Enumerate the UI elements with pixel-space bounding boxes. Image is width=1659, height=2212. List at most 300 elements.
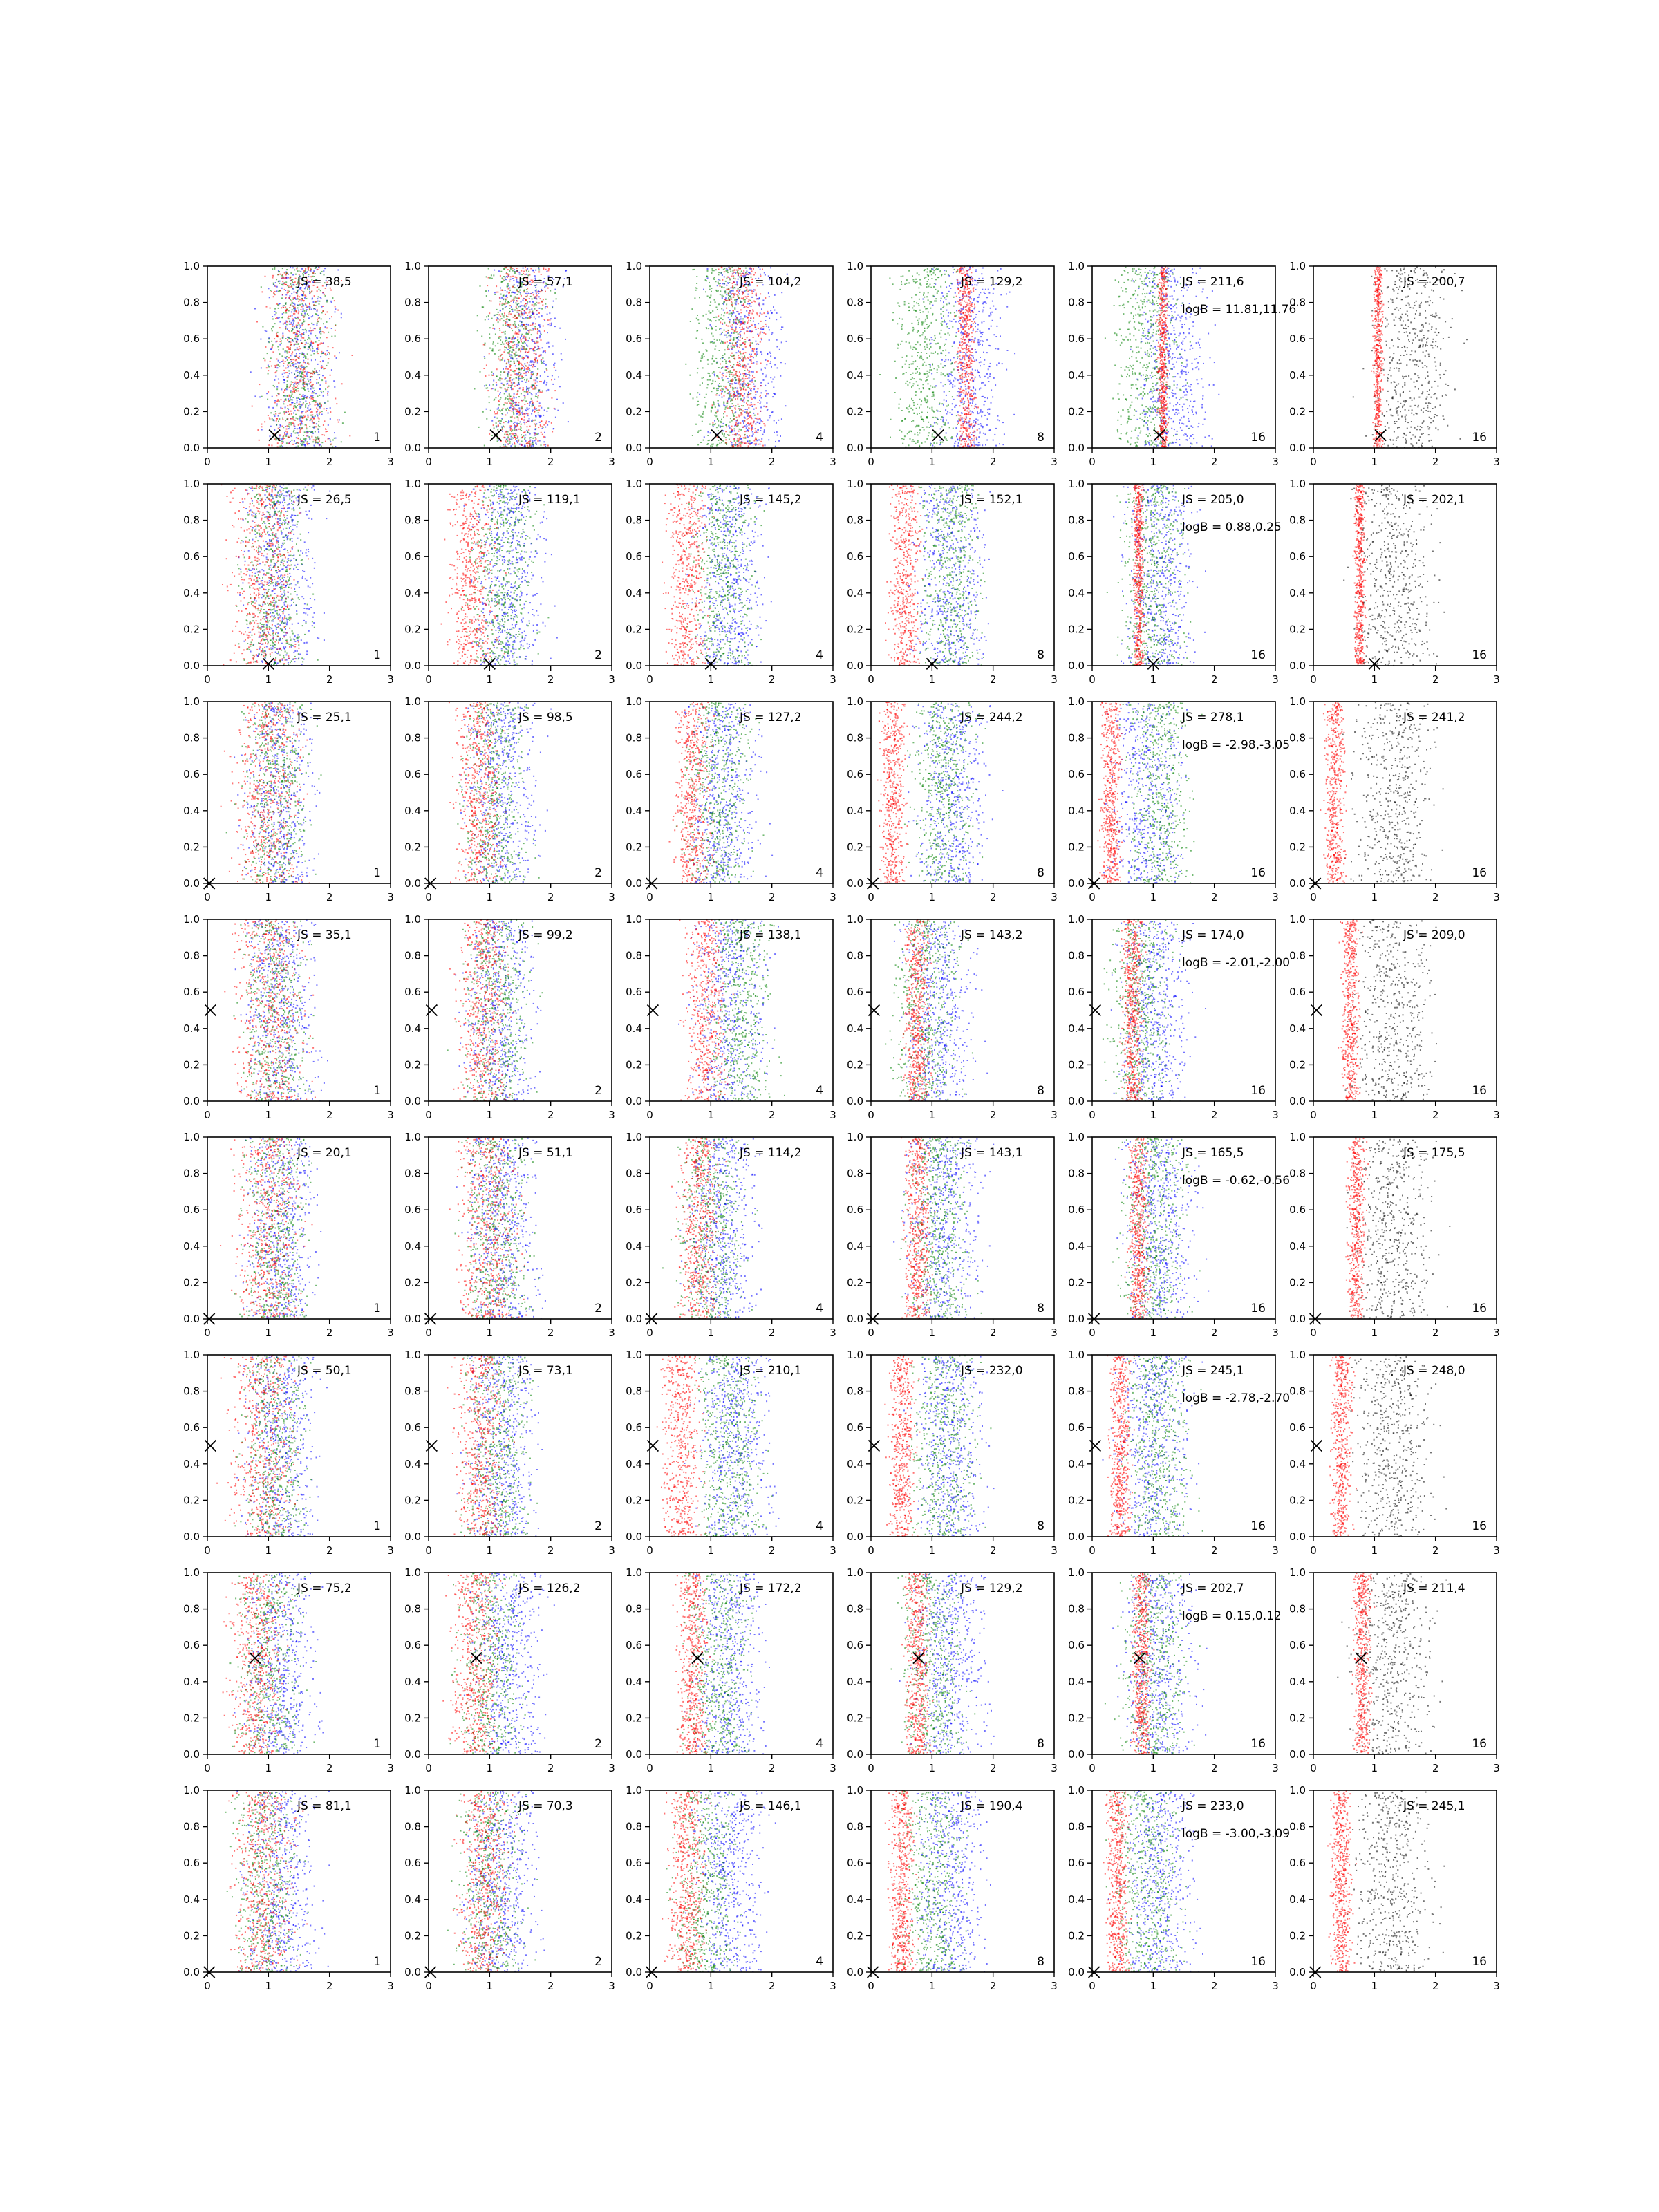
scatter-point [743,388,744,390]
scatter-point [303,272,304,273]
scatter-point [527,315,528,316]
scatter-point [279,353,281,355]
scatter-point [744,420,745,422]
scatter-point [751,427,752,429]
scatter-point [538,269,540,270]
scatter-point [729,383,731,384]
scatter-point [310,344,311,346]
scatter-point [334,432,335,433]
scatter-point [725,437,727,438]
scatter-point [509,441,511,442]
scatter-point [300,379,301,380]
scatter-point [726,303,727,305]
scatter-point [556,298,557,299]
x-tick-label: 1 [487,456,494,468]
scatter-point [506,319,507,320]
scatter-point [523,313,525,315]
scatter-point [286,356,288,357]
scatter-point [747,441,748,442]
scatter-point [983,352,984,353]
scatter-point [713,404,715,405]
scatter-point [315,359,316,361]
scatter-point [317,323,318,324]
y-tick-label: 0.4 [404,369,421,382]
scatter-point [538,390,540,391]
scatter-point [713,402,715,404]
scatter-point [531,386,532,388]
scatter-point [310,355,312,356]
scatter-point [297,297,298,298]
scatter-point [300,366,301,367]
scatter-point [297,372,299,373]
scatter-point [733,405,734,406]
scatter-point [520,316,521,317]
scatter-point [691,308,693,310]
scatter-point [722,323,723,324]
scatter-point [298,343,299,344]
scatter-point [748,397,749,398]
scatter-point [756,391,758,393]
scatter-point [718,378,720,379]
scatter-point [291,402,292,404]
scatter-point [715,330,717,331]
scatter-point [699,394,700,395]
scatter-point [774,294,776,296]
scatter-point [732,293,733,294]
scatter-point [741,301,742,302]
scatter-point [714,276,715,278]
scatter-point [265,346,266,348]
scatter-point [523,336,525,337]
scatter-point [299,399,301,400]
scatter-point [760,402,761,403]
scatter-point [326,410,327,411]
scatter-point [535,323,536,324]
scatter-point [281,297,283,299]
scatter-point [512,398,513,400]
scatter-point [705,406,706,408]
scatter-point [319,303,320,305]
scatter-point [528,441,529,442]
scatter-point [525,312,527,314]
scatter-point [297,349,299,350]
scatter-point [768,383,769,384]
scatter-point [318,317,319,319]
scatter-point [740,337,741,338]
scatter-point [523,318,525,319]
scatter-point [765,320,766,321]
scatter-point [529,444,531,446]
scatter-point [287,408,288,409]
scatter-point [287,367,288,368]
scatter-point [337,270,339,271]
scatter-point [702,421,703,422]
scatter-point [507,412,508,413]
scatter-point [725,439,727,440]
scatter-point [525,338,526,339]
scatter-point [500,339,501,341]
scatter-point [702,355,703,357]
scatter-point [516,440,518,442]
scatter-point [264,359,265,361]
scatter-point [301,325,303,326]
scatter-point [724,435,725,437]
scatter-point [305,315,306,316]
scatter-point [276,418,278,420]
scatter-point [539,331,541,332]
scatter-point [505,446,506,447]
scatter-point [962,421,964,422]
scatter-point [500,392,501,393]
scatter-point [321,414,323,415]
scatter-point [498,358,499,359]
scatter-point [320,384,321,386]
scatter-point [274,285,275,287]
scatter-point [539,326,541,328]
scatter-point [286,346,288,348]
scatter-point [507,352,509,353]
scatter-point [724,342,726,344]
scatter-point [739,327,740,328]
scatter-point [718,279,720,280]
scatter-point [743,386,744,388]
scatter-point [971,438,972,439]
scatter-point [975,370,976,371]
scatter-point [748,443,749,444]
scatter-point [541,339,542,341]
scatter-point [272,348,273,349]
scatter-point [327,395,328,396]
scatter-point [514,350,515,351]
scatter-point [719,339,720,341]
scatter-point [531,373,532,375]
scatter-point [314,368,315,370]
scatter-point [726,424,727,426]
scatter-point [299,403,300,404]
scatter-point [706,276,707,277]
scatter-point [722,377,723,379]
scatter-point [547,270,549,272]
scatter-point [536,408,537,409]
scatter-point [290,276,292,278]
scatter-point [702,342,704,344]
scatter-point [534,411,536,412]
scatter-point [283,391,284,393]
scatter-point [314,295,315,297]
scatter-point [527,393,528,395]
scatter-point [513,280,514,281]
scatter-point [737,388,738,389]
scatter-point [729,321,730,322]
scatter-point [516,279,517,281]
scatter-point [288,317,289,319]
scatter-point [754,326,756,328]
scatter-point [537,381,538,382]
scatter-point [735,379,737,381]
scatter-point [751,397,752,398]
scatter-point [491,301,492,302]
scatter-point [738,268,740,269]
scatter-point [325,326,326,328]
scatter-point [294,281,296,283]
scatter-point [534,272,535,273]
scatter-point [532,440,534,442]
scatter-point [507,380,508,382]
scatter-point [302,372,303,373]
scatter-point [753,337,754,338]
scatter-point [735,284,736,285]
scatter-point [308,359,309,360]
scatter-point [773,387,774,388]
scatter-point [747,331,749,332]
scatter-point [716,427,718,428]
scatter-point [732,285,733,287]
scatter-point [507,301,509,303]
y-tick-label: 0.8 [404,297,421,309]
scatter-point [993,440,994,441]
scatter-point [769,339,770,341]
scatter-point [713,342,715,344]
scatter-point [743,437,744,438]
scatter-point [733,294,735,296]
scatter-point [733,281,735,283]
scatter-point [533,365,534,366]
scatter-point [756,443,757,444]
scatter-point [290,347,291,348]
scatter-point [332,446,333,447]
scatter-point [307,431,308,432]
scatter-point [306,298,307,299]
scatter-point [740,435,741,437]
scatter-point [556,399,558,400]
scatter-point [530,377,532,379]
scatter-point [516,346,518,348]
scatter-point [322,343,324,344]
scatter-point [504,393,505,395]
scatter-point [720,358,721,359]
scatter-point [736,290,738,292]
scatter-point [950,288,951,289]
scatter-point [513,423,514,424]
scatter-point [715,413,717,414]
scatter-point [328,391,329,393]
scatter-point [299,373,300,374]
scatter-point [309,438,310,440]
scatter-point [732,379,733,380]
scatter-point [546,390,547,391]
scatter-point [512,411,513,412]
scatter-point [256,321,258,323]
scatter-point [511,435,512,437]
scatter-point [540,298,541,299]
scatter-point [946,400,947,402]
scatter-point [501,383,503,384]
scatter-point [313,301,315,303]
scatter-point [288,411,289,412]
scatter-point [543,361,545,362]
scatter-point [553,301,554,302]
scatter-point [317,321,319,322]
scatter-point [716,375,718,377]
scatter-point [767,360,769,362]
y-tick-label: 0.6 [183,332,200,345]
scatter-point [498,312,499,313]
scatter-point [504,315,505,316]
scatter-point [948,328,950,329]
scatter-point [516,344,518,346]
scatter-point [320,272,321,274]
scatter-point [285,312,287,314]
scatter-point [738,355,739,356]
scatter-point [720,334,721,335]
scatter-point [766,364,767,365]
scatter-point [272,351,274,353]
scatter-point [538,433,539,434]
scatter-point [272,268,273,270]
scatter-point [511,339,512,340]
scatter-point [292,351,293,353]
scatter-point [954,445,955,447]
scatter-point [723,386,724,387]
scatter-point [528,293,529,294]
scatter-point [291,363,292,364]
scatter-point [521,364,523,366]
scatter-point [743,380,744,382]
scatter-point [279,321,281,323]
scatter-point [330,418,331,420]
scatter-point [505,379,506,380]
scatter-point [485,375,486,377]
scatter-point [344,412,346,413]
scatter-point [285,302,287,303]
scatter-point [744,321,746,323]
scatter-point [758,429,759,431]
scatter-point [510,398,512,400]
scatter-point [508,275,509,276]
scatter-point [297,318,299,319]
scatter-point [753,433,754,435]
scatter-point [724,391,726,393]
scatter-point [540,426,541,427]
scatter-point [308,315,309,316]
scatter-point [514,435,515,437]
scatter-point [930,425,932,427]
scatter-point [516,411,518,412]
scatter-point [513,400,514,402]
scatter-point [749,423,751,424]
scatter-point [516,298,518,299]
scatter-point [703,411,704,413]
scatter-point [770,363,771,364]
scatter-point [295,344,297,345]
scatter-point [518,376,519,377]
scatter-point [303,379,304,381]
target-marker [711,430,722,441]
scatter-point [299,324,300,325]
scatter-point [716,445,718,447]
scatter-point [726,285,727,286]
scatter-point [730,339,731,340]
scatter-point [518,331,520,332]
scatter-point [305,268,306,270]
scatter-point [304,431,306,433]
scatter-point [514,445,516,447]
scatter-point [261,426,263,427]
scatter-point [509,351,510,353]
scatter-point [275,375,276,377]
scatter-point [517,436,518,438]
scatter-point [732,400,733,401]
scatter-point [292,303,293,304]
scatter-point [283,411,285,413]
scatter-point [280,339,281,340]
scatter-point [515,404,516,405]
scatter-point [523,413,524,415]
scatter-point [733,272,735,273]
scatter-point [535,415,536,417]
scatter-point [505,306,507,307]
scatter-point [722,432,723,433]
scatter-point [518,405,519,406]
scatter-point [292,362,294,363]
scatter-point [708,328,709,329]
scatter-point [980,423,981,424]
scatter-point [547,319,549,321]
scatter-point [735,331,736,332]
scatter-point [515,331,516,332]
scatter-point [500,359,501,361]
scatter-point [324,420,326,422]
scatter-point [552,384,554,385]
scatter-point [1006,293,1007,294]
scatter-point [685,364,686,365]
scatter-point [761,314,762,315]
scatter-point [321,406,322,407]
js-annotation: JS = 38,5 [297,275,352,289]
scatter-point [725,376,727,377]
scatter-point [706,387,708,388]
scatter-point [738,431,740,432]
scatter-point [324,403,326,404]
scatter-point [297,341,298,343]
scatter-point [527,291,528,292]
scatter-point [753,289,755,290]
scatter-point [722,357,723,358]
scatter-point [532,402,534,404]
scatter-point [321,366,323,368]
scatter-point [500,446,501,447]
scatter-point [491,435,493,436]
scatter-point [486,276,487,277]
scatter-point [516,308,518,309]
scatter-point [311,290,312,292]
scatter-point [276,404,278,405]
scatter-point [325,314,326,315]
scatter-point [726,289,727,290]
scatter-point [516,368,518,369]
scatter-point [521,270,522,272]
scatter-point [285,310,287,311]
scatter-point [274,268,275,270]
scatter-point [299,368,300,369]
scatter-point [529,408,530,409]
scatter-point [720,421,722,422]
scatter-point [742,395,744,396]
scatter-point [734,412,735,413]
scatter-point [728,293,729,294]
scatter-point [527,357,529,359]
scatter-point [529,388,530,389]
